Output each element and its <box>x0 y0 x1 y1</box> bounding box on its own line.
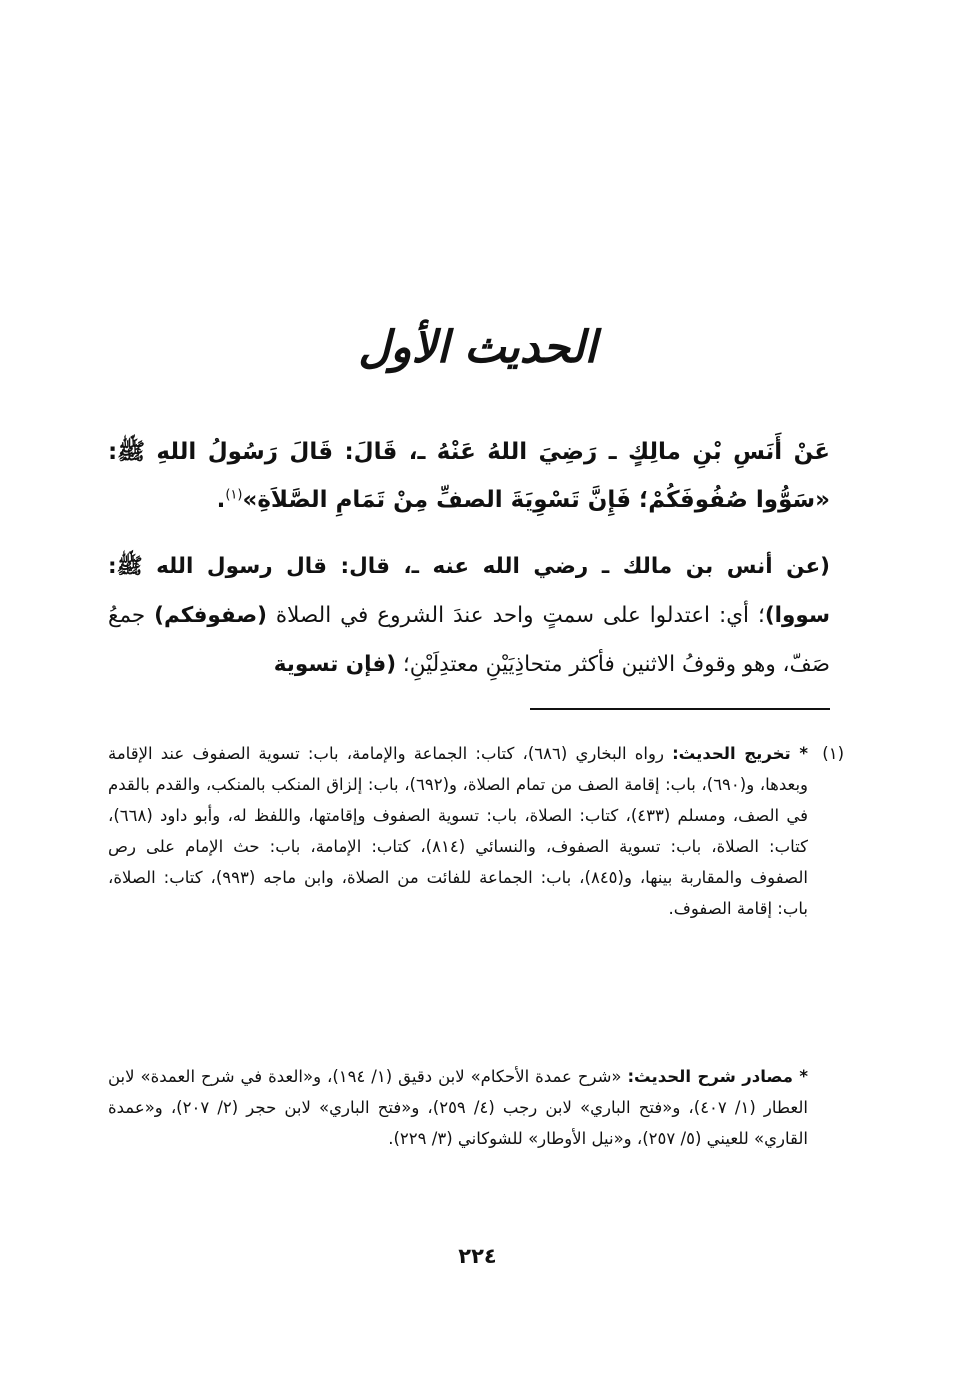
footnote-sources <box>108 1061 808 1154</box>
hadith-text <box>108 428 830 524</box>
explanation-text-2: جمعُ صَفّ، وهو وقوفُ الاثنين فأكثر متحاذِيَيْنِ معتدِلَيْنِ؛ <box>108 603 830 677</box>
explanation-paragraph <box>108 542 830 689</box>
explanation-lemma-3: (فإن تسوية <box>273 652 397 677</box>
explanation-text-1: ؛ أي: اعتدلوا على سمتٍ واحد عندَ الشروع في الصلاة <box>266 603 765 628</box>
chapter-title: الحديث الأول <box>358 322 597 373</box>
takhrij-text: رواه البخاري (٦٨٦)، كتاب: الجماعة والإمامة، باب: تسوية الصفوف عند الإقامة وبعدها، و(٦٩٠)، باب: إقامة الصف من تمام الصلاة، و(٦٩٢)، باب: إلزاق المنكب بالمنكب، والقدم بالقدم في الصف، ومسلم (٤٣٣)، كتاب: الصلاة، باب: تسوية الصفوف وإقامتها، واللفظ له، وأبو داود (٦٦٨)، كتاب: الصلاة، باب: تسوية الصفوف، والنسائي (٨١٤)، كتاب: الإمامة، باب: حث الإمام على رص الصفوف والمقاربة بينها، و(٨٤٥)، باب: الجماعة للفائت من الصلاة، وابن ماجه (٩٩٣)، كتاب: الصلاة، باب: إقامة الصفوف. <box>108 744 809 918</box>
footnote-number: (١) <box>822 744 844 763</box>
sources-text: «شرح عمدة الأحكام» لابن دقيق (١/ ١٩٤)، و«العدة في شرح العمدة» لابن العطار (١/ ٤٠٧)، و«فتح الباري» لابن رجب (٤/ ٢٥٩)، و«فتح الباري» لابن حجر (٢/ ٢٠٧)، و«عمدة القاري» للعيني (٥/ ٢٥٧)، و«نيل الأوطار» للشوكاني (٣/ ٢٢٩). <box>108 1067 808 1148</box>
explanation-lemma-1: (عن أنس بن مالك ـ رضي الله عنه ـ، قال: قال رسول الله ﷺ: سووا) <box>108 554 830 628</box>
footnote-ref-mark: (١) <box>225 487 243 503</box>
footnote-takhrij <box>108 738 808 924</box>
hadith-body: عَنْ أَنَسِ بْنِ مالِكٍ ـ رَضِيَ اللهُ عَنْهُ ـ، قَالَ: قَالَ رَسُولُ اللهِ ﷺ: «سَوُّوا صُفُوفَكُمْ؛ فَإِنَّ تَسْوِيَةَ الصفِّ مِنْ تَمَامِ الصَّلاَةِ» <box>108 439 830 513</box>
explanation-lemma-2: (صفوفكم) <box>154 603 267 628</box>
takhrij-label: * تخريج الحديث: <box>672 744 808 763</box>
sources-label: * مصادر شرح الحديث: <box>627 1067 808 1086</box>
hadith-end: . <box>216 487 226 513</box>
page-number: ٢٢٤ <box>458 1244 497 1268</box>
footnote-divider <box>530 708 830 710</box>
